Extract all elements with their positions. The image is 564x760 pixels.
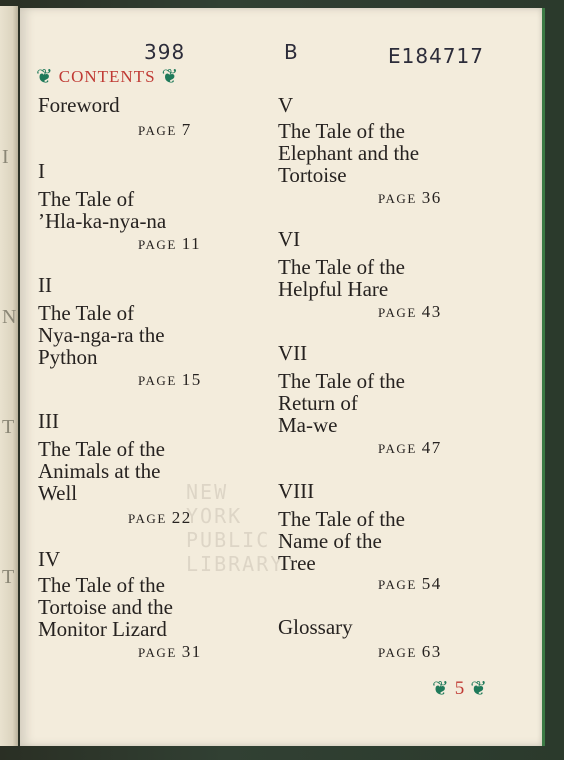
glossary-title: Glossary bbox=[278, 615, 353, 639]
page-label: PAGE bbox=[378, 305, 417, 320]
page-number: 54 bbox=[421, 574, 442, 593]
entry-number: III bbox=[38, 409, 59, 433]
ornament-icon: ❦ bbox=[36, 66, 53, 88]
entry-title: The Tale of the Name of the Tree bbox=[278, 507, 406, 575]
page-number-footer: 5 bbox=[454, 677, 465, 699]
entry-page bbox=[378, 438, 442, 458]
ornament-icon: ❦ bbox=[470, 678, 488, 700]
handwritten-note-left: 398 bbox=[144, 40, 186, 64]
page-label: PAGE bbox=[128, 511, 167, 526]
entry-title: The Tale of ’Hla-ka-nya-na bbox=[38, 187, 167, 233]
bleed-through-mark: N bbox=[2, 306, 17, 328]
page-number: 47 bbox=[421, 438, 442, 457]
entry-page bbox=[138, 234, 201, 254]
entry-title: The Tale of the Tortoise and the Monitor Lizard bbox=[38, 573, 173, 641]
entry-number: II bbox=[38, 273, 52, 297]
page-label: PAGE bbox=[378, 645, 417, 660]
entry-page bbox=[378, 574, 442, 594]
foreword-title: Foreword bbox=[38, 93, 120, 117]
page-label: PAGE bbox=[378, 577, 417, 592]
page-label: PAGE bbox=[138, 373, 177, 388]
entry-page bbox=[128, 508, 192, 528]
page-number: 7 bbox=[181, 120, 192, 139]
contents-page bbox=[20, 8, 545, 746]
entry-page bbox=[378, 188, 442, 208]
page-footer bbox=[432, 676, 487, 701]
ornament-icon: ❦ bbox=[161, 66, 179, 88]
entry-page bbox=[378, 302, 442, 322]
page-number: 22 bbox=[171, 508, 192, 527]
page-label: PAGE bbox=[138, 645, 177, 660]
contents-title: CONTENTS bbox=[58, 66, 156, 86]
ornament-icon: ❦ bbox=[432, 678, 449, 700]
bleed-through-mark: T bbox=[2, 416, 15, 438]
glossary-page bbox=[378, 642, 442, 662]
page-label: PAGE bbox=[378, 191, 417, 206]
entry-number: V bbox=[278, 93, 294, 117]
contents-header bbox=[36, 64, 178, 89]
page-number: 31 bbox=[181, 642, 202, 661]
entry-page bbox=[138, 642, 202, 662]
page-number: 43 bbox=[421, 302, 442, 321]
entry-number: VI bbox=[278, 227, 301, 251]
page-label: PAGE bbox=[138, 237, 177, 252]
entry-number: VII bbox=[278, 341, 308, 365]
page-number: 63 bbox=[421, 642, 442, 661]
entry-title: The Tale of Nya-nga-ra the Python bbox=[38, 301, 165, 369]
entry-title: The Tale of the Helpful Hare bbox=[278, 255, 406, 301]
entry-title: The Tale of the Elephant and the Tortoise bbox=[278, 119, 420, 187]
handwritten-note-middle: B bbox=[284, 40, 299, 64]
entry-page bbox=[138, 370, 202, 390]
page-number: 11 bbox=[181, 234, 202, 253]
entry-number: IV bbox=[38, 547, 61, 571]
page-label: PAGE bbox=[378, 441, 417, 456]
foreword-page bbox=[138, 120, 192, 140]
entry-title: The Tale of the Return of Ma-we bbox=[278, 369, 406, 437]
page-label: PAGE bbox=[138, 123, 177, 138]
page-number: 36 bbox=[421, 188, 442, 207]
bleed-through-mark: I bbox=[2, 146, 9, 168]
library-perforation-stamp: NEW YORK PUBLIC LIBRARY bbox=[186, 480, 285, 576]
entry-number: VIII bbox=[278, 479, 315, 503]
facing-page-edge bbox=[0, 6, 18, 746]
entry-title: The Tale of the Animals at the Well bbox=[38, 437, 166, 505]
entry-number: I bbox=[38, 159, 45, 183]
handwritten-note-right: E184717 bbox=[388, 44, 484, 68]
page-number: 15 bbox=[181, 370, 202, 389]
bleed-through-mark: T bbox=[2, 566, 15, 588]
